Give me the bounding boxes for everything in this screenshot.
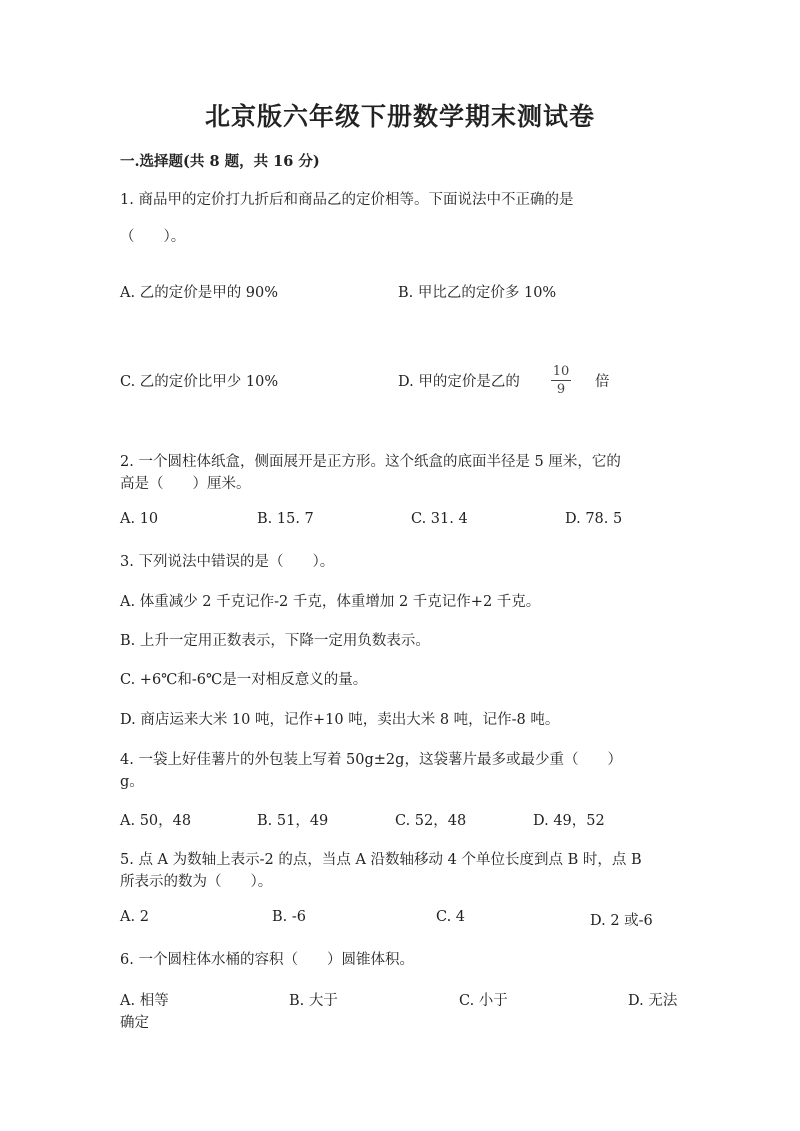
- q1-option-b: B. 甲比乙的定价多 10%: [398, 285, 557, 301]
- q4-stem-line2: g。: [120, 774, 144, 790]
- fraction-bar: [551, 380, 571, 381]
- q4-option-c: C. 52，48: [395, 813, 467, 829]
- q1-fraction: [551, 364, 571, 397]
- q2-option-d: D. 78. 5: [565, 511, 623, 527]
- q3-option-b: B. 上升一定用正数表示，下降一定用负数表示。: [120, 633, 430, 649]
- q1-option-a: A. 乙的定价是甲的 90%: [120, 285, 279, 301]
- q3-stem: 3. 下列说法中错误的是（ ）。: [120, 554, 335, 570]
- fraction-numerator: 10: [552, 364, 570, 379]
- fraction-denominator: 9: [556, 382, 566, 397]
- q5-stem-line1: 5. 点 A 为数轴上表示-2 的点，当点 A 沿数轴移动 4 个单位长度到点 B 时，点 B: [120, 852, 642, 868]
- q2-stem-line1: 2. 一个圆柱体纸盒，侧面展开是正方形。这个纸盒的底面半径是 5 厘米，它的: [120, 454, 621, 470]
- q5-option-b: B. -6: [272, 909, 306, 925]
- q5-stem-line2: 所表示的数为（ ）。: [120, 874, 273, 890]
- q6-option-b: B. 大于: [289, 993, 338, 1009]
- q2-stem-line2: 高是（ ）厘米。: [120, 476, 251, 492]
- q5-option-d: D. 2 或-6: [590, 913, 653, 929]
- q6-option-c: C. 小于: [459, 993, 508, 1009]
- q2-option-b: B. 15. 7: [257, 511, 314, 527]
- q3-option-a: A. 体重减少 2 千克记作-2 千克，体重增加 2 千克记作+2 千克。: [120, 594, 541, 610]
- q1-option-d-suffix: 倍: [595, 374, 610, 390]
- q4-option-d: D. 49，52: [533, 813, 605, 829]
- q1-blank: （ ）。: [120, 229, 186, 245]
- q3-option-d: D. 商店运来大米 10 吨，记作+10 吨，卖出大米 8 吨，记作-8 吨。: [120, 712, 560, 728]
- q4-option-a: A. 50，48: [120, 813, 192, 829]
- q2-option-a: A. 10: [120, 511, 159, 527]
- q6-option-a: A. 相等: [120, 993, 169, 1009]
- q6-option-d-wrap: 确定: [120, 1015, 149, 1031]
- q6-option-d: D. 无法: [628, 993, 678, 1009]
- q1-option-d: D. 甲的定价是乙的: [398, 374, 520, 390]
- q6-stem: 6. 一个圆柱体水桶的容积（ ）圆锥体积。: [120, 952, 414, 968]
- q4-stem-line1: 4. 一袋上好佳薯片的外包装上写着 50g±2g，这袋薯片最多或最少重（ ）: [120, 752, 622, 768]
- q4-option-b: B. 51，49: [257, 813, 329, 829]
- q5-option-a: A. 2: [120, 909, 149, 925]
- q5-option-c: C. 4: [436, 909, 466, 925]
- q3-option-c: C. +6℃和-6℃是一对相反意义的量。: [120, 672, 368, 688]
- q2-option-c: C. 31. 4: [411, 511, 468, 527]
- page-title: 北京版六年级下册数学期末测试卷: [204, 102, 595, 131]
- section-heading: 一.选择题(共 8 题，共 16 分): [120, 153, 320, 170]
- q1-stem: 1. 商品甲的定价打九折后和商品乙的定价相等。下面说法中不正确的是: [120, 192, 574, 208]
- q1-option-c: C. 乙的定价比甲少 10%: [120, 374, 279, 390]
